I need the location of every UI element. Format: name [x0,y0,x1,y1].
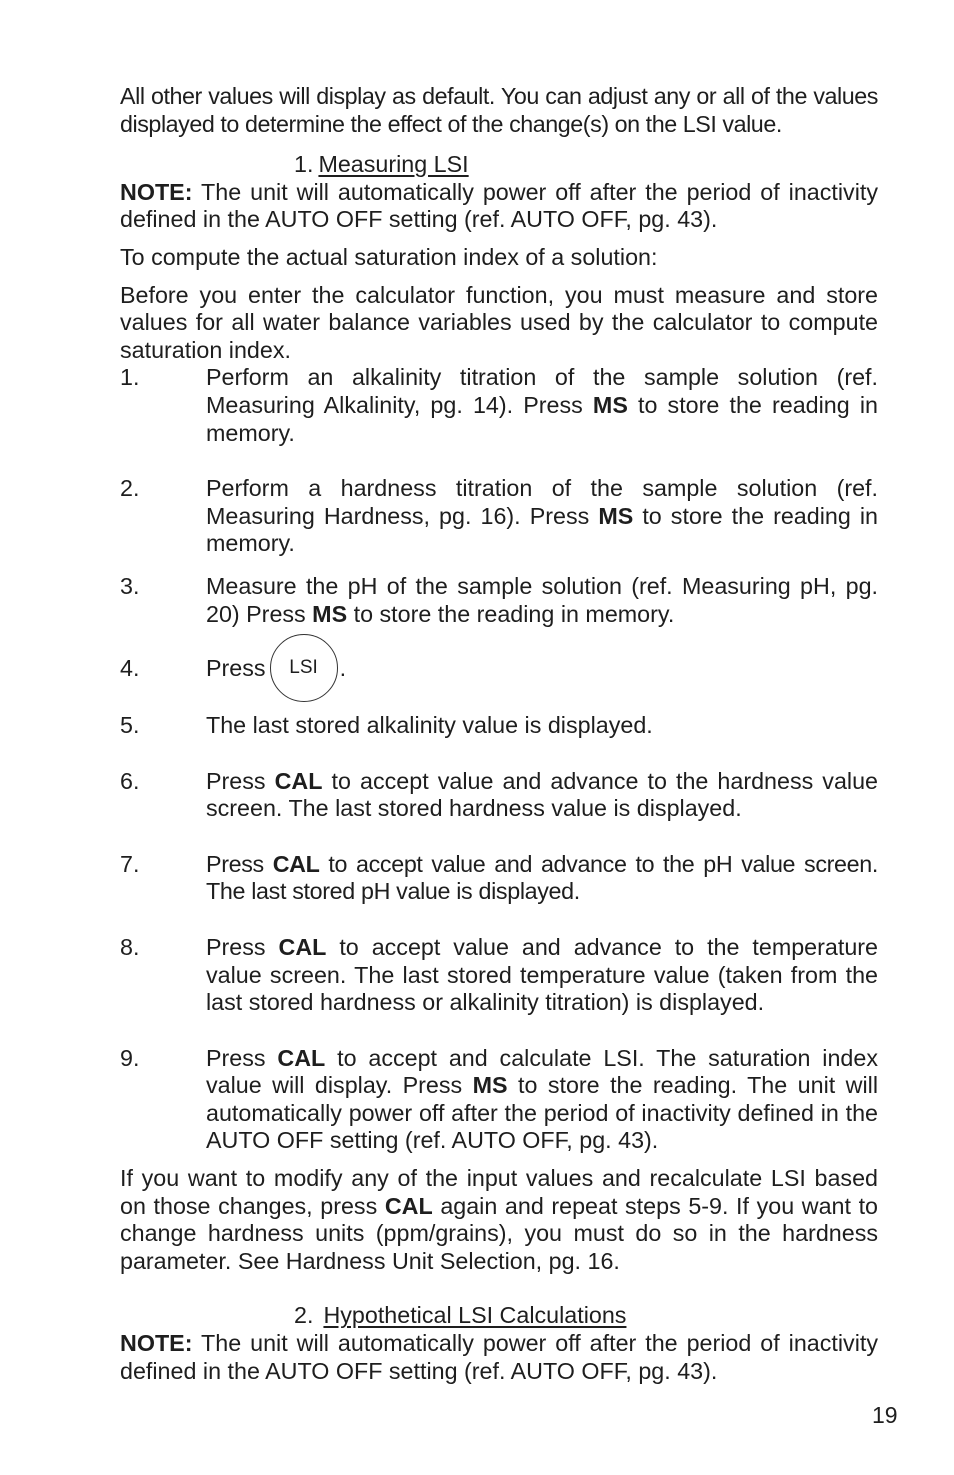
step-item: 6. Press CAL to accept value and advance to the hardness value screen. The last stored hardness value is displayed. [120,767,878,822]
section-title: Hypothetical LSI Calculations [323,1302,627,1329]
note-paragraph [120,179,878,234]
step-number: 2. [120,475,140,502]
step-number: 3. [120,572,140,599]
step-item: 1. Perform an alkalinity titration of the sample solution (ref. Measuring Alkalinity, pg. 14). Press MS to store the reading in memory. [120,364,878,446]
cal-key-ref: CAL [274,767,323,794]
step-item: 3. Measure the pH of the sample solution (ref. Measuring pH, pg. 20) Press MS to store the reading in memory. [120,572,878,627]
cal-key-ref: CAL [277,1044,326,1071]
cal-key-ref: CAL [384,1192,433,1219]
note-label: NOTE: [120,178,193,205]
step-item: 8. Press CAL to accept value and advance to the temperature value screen. The last stored temperature value (taken from the last stored hardness or alkalinity titration) is displayed. [120,933,879,1016]
ms-key-ref: MS [312,600,348,627]
before-paragraph: Before you enter the calculator function, you must measure and store values for all water balance variables used by the calculator to compute saturation index. [120,281,878,363]
note-text: The unit will automatically power off after the period of inactivity defined in the AUTO OFF setting (ref. AUTO OFF, pg. 43). [120,178,878,233]
section-heading-measuring-lsi [120,151,878,179]
modify-paragraph: If you want to modify any of the input values and recalculate LSI based on those changes, press CAL again and repeat steps 5-9. If you want to change hardness units (ppm/grains), you must do so in the hardness parameter. See Hardness Unit Selection, pg. 16. [120,1165,878,1274]
step-item: 4. Press LSI . [120,655,878,684]
note-label: NOTE: [120,1330,193,1357]
step-number: 5. [120,711,140,738]
section-number: 2. [294,1302,314,1329]
page-number: 19 [872,1402,898,1428]
step-number: 8. [120,933,140,960]
section-number: 1. [294,151,314,178]
cal-key-ref: CAL [278,933,327,960]
section-title: Measuring LSI [318,151,469,178]
step-number: 7. [120,850,140,877]
step-number: 4. [120,655,140,682]
step-number: 6. [120,767,140,794]
cal-key-ref: CAL [272,850,320,877]
step-number: 1. [120,364,140,391]
intro-paragraph: All other values will display as default. You can adjust any or all of the values displayed to determine the effect of the change(s) on the LSI value. [120,83,878,137]
section-heading-hypothetical-lsi [120,1302,878,1330]
note-paragraph [120,1330,878,1385]
ms-key-ref: MS [472,1072,508,1099]
step-item: 9. Press CAL to accept and calculate LSI. The saturation index value will display. Press MS to store the reading. The unit will automatically power off after the period of inactivity defined in the AUTO OFF setting (ref. AUTO OFF, pg. 43). [120,1044,879,1154]
step-item: 5. The last stored alkalinity value is displayed. [120,711,653,738]
step-item: 2. Perform a hardness titration of the sample solution (ref. Measuring Hardness, pg. 16). Press MS to store the reading in memory. [120,475,878,557]
compute-paragraph: To compute the actual saturation index of a solution: [120,243,658,270]
step-item: 7. Press CAL to accept value and advance to the pH value screen. The last stored pH value is displayed. [120,850,878,905]
lsi-key-icon: LSI [270,634,338,702]
steps-list [120,364,878,1155]
step-number: 9. [120,1044,140,1071]
note-text: The unit will automatically power off after the period of inactivity defined in the AUTO OFF setting (ref. AUTO OFF, pg. 43). [120,1330,878,1384]
ms-key-ref: MS [598,502,634,529]
manual-page-body [120,83,878,1385]
ms-key-ref: MS [592,391,628,418]
